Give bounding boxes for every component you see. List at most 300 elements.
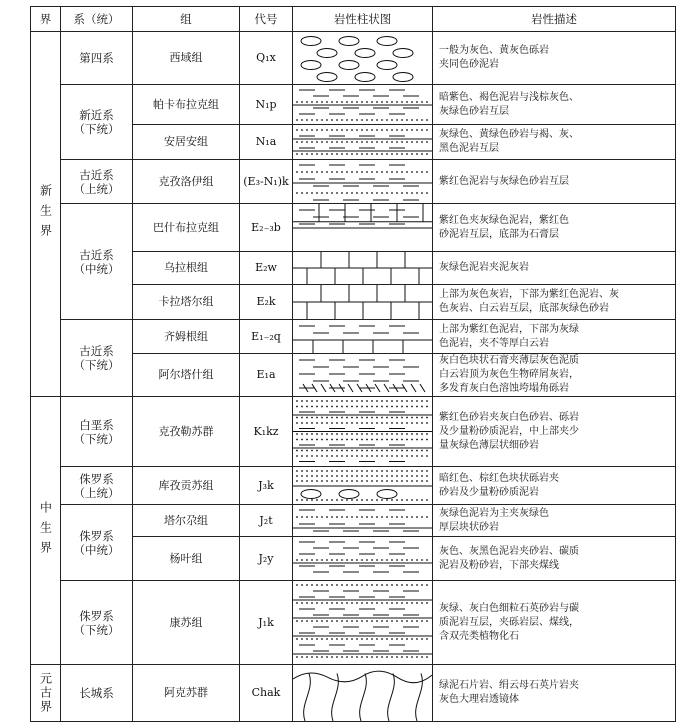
code-cell: (E₃-N₁)k [240, 160, 293, 204]
sand-dot [401, 450, 403, 452]
sand-dot [301, 475, 303, 477]
sand-dot [366, 153, 368, 155]
sand-dot [321, 470, 323, 472]
sand-dot [301, 638, 303, 640]
sand-dot [411, 559, 413, 561]
sand-dot [376, 153, 378, 155]
sand-dot [351, 638, 353, 640]
sand-dot [346, 119, 348, 121]
description-cell: 灰绿色泥岩夹泥灰岩 [433, 252, 676, 285]
sand-dot [316, 422, 318, 424]
sand-dot [296, 171, 298, 173]
sand-dot [406, 480, 408, 482]
gravel-oval [377, 490, 397, 499]
sand-dot [341, 422, 343, 424]
sand-dot [356, 470, 358, 472]
sand-dot [331, 450, 333, 452]
sand-dot [351, 475, 353, 477]
sand-dot [376, 480, 378, 482]
sand-dot [346, 400, 348, 402]
lithology-column [293, 320, 433, 354]
sand-dot [316, 101, 318, 103]
sand-dot [396, 422, 398, 424]
header-row [31, 7, 676, 32]
era-cell [31, 665, 61, 722]
description-cell: 上部为灰色灰岩，下部为紫红色泥岩、灰 色灰岩、白云岩互层，底部灰绿色砂岩 [433, 285, 676, 320]
sand-dot [421, 439, 423, 441]
sand-dot [386, 417, 388, 419]
lithology-column [293, 665, 433, 722]
sand-dot [416, 638, 418, 640]
sand-dot [371, 475, 373, 477]
sand-dot [391, 101, 393, 103]
sand-dot [361, 119, 363, 121]
lithology-column [293, 505, 433, 537]
lithology-column [293, 537, 433, 581]
sand-dot [396, 129, 398, 131]
sand-dot [296, 584, 298, 586]
lithology-pattern [293, 32, 432, 84]
sand-dot [376, 171, 378, 173]
sand-dot [331, 439, 333, 441]
sand-dot [301, 192, 303, 194]
sand-dot [426, 559, 428, 561]
sand-dot [321, 153, 323, 155]
sand-dot [426, 470, 428, 472]
sand-dot [396, 470, 398, 472]
schist-foliation [360, 673, 367, 721]
sand-dot [336, 129, 338, 131]
sand-dot [406, 499, 408, 501]
sand-dot [341, 620, 343, 622]
sand-dot [341, 470, 343, 472]
sand-dot [311, 153, 313, 155]
sand-dot [426, 439, 428, 441]
sand-dot [346, 499, 348, 501]
sand-dot [416, 153, 418, 155]
sand-dot [336, 470, 338, 472]
sand-dot [396, 475, 398, 477]
gravel-oval [377, 61, 397, 70]
gravel-oval [393, 73, 413, 82]
sand-dot [386, 406, 388, 408]
table-row [31, 160, 676, 204]
lithology-column [293, 354, 433, 397]
sand-dot [326, 584, 328, 586]
sand-dot [336, 422, 338, 424]
sand-dot [316, 153, 318, 155]
sand-dot [341, 450, 343, 452]
sand-dot [361, 584, 363, 586]
sand-dot [386, 455, 388, 457]
sand-dot [341, 480, 343, 482]
sand-dot [401, 417, 403, 419]
sand-dot [421, 470, 423, 472]
sand-dot [426, 584, 428, 586]
sand-dot [336, 638, 338, 640]
sand-dot [346, 192, 348, 194]
sand-dot [421, 450, 423, 452]
description-cell: 上部为紫红色泥岩，下部为灰绿 色泥岩，夹不等厚白云岩 [433, 320, 676, 354]
sand-dot [401, 439, 403, 441]
sand-dot [396, 141, 398, 143]
header-description: 岩性描述 [433, 7, 676, 32]
description-cell: 紫红色夹灰绿色泥岩，紫红色 砂泥岩互层，底部为石膏层 [433, 204, 676, 252]
sand-dot [381, 119, 383, 121]
group-cell: 阿克苏群 [133, 665, 240, 722]
sand-dot [401, 422, 403, 424]
sand-dot [401, 602, 403, 604]
sand-dot [336, 101, 338, 103]
sand-dot [426, 406, 428, 408]
sand-dot [331, 516, 333, 518]
sand-dot [411, 470, 413, 472]
sand-dot [356, 119, 358, 121]
sand-dot [301, 433, 303, 435]
code-cell: N₁p [240, 85, 293, 125]
sand-dot [321, 450, 323, 452]
sand-dot [406, 192, 408, 194]
sand-dot [296, 450, 298, 452]
sand-dot [416, 101, 418, 103]
sand-dot [366, 656, 368, 658]
sand-dot [296, 439, 298, 441]
sand-dot [401, 475, 403, 477]
sand-dot [351, 656, 353, 658]
sand-dot [376, 475, 378, 477]
sand-dot [371, 439, 373, 441]
sand-dot [346, 638, 348, 640]
sand-dot [411, 480, 413, 482]
header-group: 组 [133, 7, 240, 32]
sand-dot [376, 141, 378, 143]
sand-dot [321, 417, 323, 419]
sand-dot [401, 656, 403, 658]
sand-dot [401, 101, 403, 103]
sand-dot [351, 559, 353, 561]
sand-dot [386, 470, 388, 472]
sand-dot [346, 101, 348, 103]
sand-dot [401, 119, 403, 121]
sand-dot [321, 455, 323, 457]
sand-dot [361, 171, 363, 173]
sand-dot [391, 602, 393, 604]
sand-dot [411, 129, 413, 131]
sand-dot [411, 119, 413, 121]
sand-dot [326, 480, 328, 482]
table-row [31, 397, 676, 467]
breccia-tick [411, 384, 416, 392]
sand-dot [361, 480, 363, 482]
sand-dot [301, 141, 303, 143]
breccia-tick [348, 384, 353, 392]
sand-dot [391, 171, 393, 173]
sand-dot [341, 638, 343, 640]
lithology-pattern [293, 285, 432, 319]
sand-dot [386, 602, 388, 604]
sand-dot [326, 119, 328, 121]
group-cell: 西域组 [133, 32, 240, 85]
sand-dot [311, 602, 313, 604]
sand-dot [376, 406, 378, 408]
sand-dot [366, 559, 368, 561]
sand-dot [306, 638, 308, 640]
sand-dot [371, 433, 373, 435]
sand-dot [316, 439, 318, 441]
code-cell: J₂y [240, 537, 293, 581]
sand-dot [331, 638, 333, 640]
sand-dot [386, 171, 388, 173]
sand-dot [351, 455, 353, 457]
sand-dot [381, 422, 383, 424]
table-row [31, 85, 676, 125]
sand-dot [381, 455, 383, 457]
sand-dot [361, 129, 363, 131]
group-cell: 库孜贡苏组 [133, 467, 240, 505]
sand-dot [356, 400, 358, 402]
sand-dot [346, 450, 348, 452]
group-cell: 安居安组 [133, 125, 240, 160]
sand-dot [331, 417, 333, 419]
sand-dot [371, 417, 373, 419]
sand-dot [301, 450, 303, 452]
sand-dot [326, 559, 328, 561]
sand-dot [296, 422, 298, 424]
sand-dot [331, 400, 333, 402]
sand-dot [316, 620, 318, 622]
lithology-column [293, 160, 433, 204]
sand-dot [361, 141, 363, 143]
sand-dot [366, 470, 368, 472]
sand-dot [391, 638, 393, 640]
sand-dot [316, 417, 318, 419]
sand-dot [396, 171, 398, 173]
sand-dot [361, 516, 363, 518]
sand-dot [376, 450, 378, 452]
sand-dot [356, 656, 358, 658]
sand-dot [401, 455, 403, 457]
sand-dot [421, 516, 423, 518]
sand-dot [421, 620, 423, 622]
sand-dot [381, 439, 383, 441]
lithology-pattern [293, 204, 432, 251]
sand-dot [366, 475, 368, 477]
sand-dot [416, 406, 418, 408]
sand-dot [366, 516, 368, 518]
sand-dot [356, 171, 358, 173]
sand-dot [406, 171, 408, 173]
sand-dot [336, 656, 338, 658]
sand-dot [361, 602, 363, 604]
sand-dot [426, 129, 428, 131]
sand-dot [421, 584, 423, 586]
sand-dot [321, 192, 323, 194]
sand-dot [306, 480, 308, 482]
sand-dot [351, 119, 353, 121]
sand-dot [411, 153, 413, 155]
sand-dot [306, 153, 308, 155]
header-code: 代号 [240, 7, 293, 32]
sand-dot [301, 171, 303, 173]
gravel-oval [339, 37, 359, 46]
sand-dot [341, 656, 343, 658]
sand-dot [346, 559, 348, 561]
sand-dot [416, 656, 418, 658]
sand-dot [401, 620, 403, 622]
lithology-pattern [293, 354, 432, 396]
sand-dot [396, 620, 398, 622]
sand-dot [326, 192, 328, 194]
sand-dot [326, 433, 328, 435]
sand-dot [341, 153, 343, 155]
sand-dot [421, 480, 423, 482]
sand-dot [316, 400, 318, 402]
sand-dot [306, 450, 308, 452]
sand-dot [336, 141, 338, 143]
code-cell: Chak [240, 665, 293, 722]
sand-dot [331, 119, 333, 121]
sand-dot [336, 417, 338, 419]
sand-dot [416, 480, 418, 482]
sand-dot [361, 620, 363, 622]
group-cell: 克孜勒苏群 [133, 397, 240, 467]
sand-dot [321, 439, 323, 441]
sand-dot [396, 455, 398, 457]
sand-dot [376, 417, 378, 419]
sand-dot [306, 470, 308, 472]
sand-dot [361, 433, 363, 435]
description-cell: 灰绿色泥岩为主夹灰绿色 厚层块状砂岩 [433, 505, 676, 537]
lithology-pattern [293, 467, 432, 504]
sand-dot [331, 475, 333, 477]
sand-dot [296, 602, 298, 604]
sand-dot [326, 602, 328, 604]
sand-dot [381, 516, 383, 518]
sand-dot [321, 638, 323, 640]
sand-dot [416, 119, 418, 121]
sand-dot [396, 433, 398, 435]
sand-dot [406, 656, 408, 658]
sand-dot [316, 516, 318, 518]
sand-dot [351, 470, 353, 472]
sand-dot [326, 499, 328, 501]
sand-dot [416, 499, 418, 501]
sand-dot [371, 470, 373, 472]
sand-dot [326, 620, 328, 622]
sand-dot [346, 620, 348, 622]
sand-dot [426, 455, 428, 457]
sand-dot [346, 602, 348, 604]
sand-dot [421, 406, 423, 408]
sand-dot [301, 101, 303, 103]
gravel-oval [377, 37, 397, 46]
sand-dot [381, 584, 383, 586]
lithology-column [293, 285, 433, 320]
sand-dot [321, 422, 323, 424]
schist-foliation [388, 673, 395, 721]
sand-dot [306, 602, 308, 604]
sand-dot [391, 620, 393, 622]
sand-dot [371, 119, 373, 121]
sand-dot [376, 638, 378, 640]
sand-dot [421, 475, 423, 477]
lithology-pattern [293, 252, 432, 284]
sand-dot [421, 638, 423, 640]
code-cell: Q₁x [240, 32, 293, 85]
lithology-pattern [293, 505, 432, 536]
sand-dot [386, 480, 388, 482]
sand-dot [356, 433, 358, 435]
sand-dot [346, 417, 348, 419]
description-cell: 暗红色、棕红色块状砾岩夹 砂岩及少量粉砂质泥岩 [433, 467, 676, 505]
sand-dot [426, 433, 428, 435]
sand-dot [306, 192, 308, 194]
sand-dot [386, 516, 388, 518]
sand-dot [316, 638, 318, 640]
description-cell: 灰白色块状石膏夹薄层灰色泥质 白云岩顶为灰色生物碎屑灰岩， 多发育灰白色溶蚀垮塌角砾岩 [433, 354, 676, 397]
sand-dot [366, 406, 368, 408]
sand-dot [366, 192, 368, 194]
sand-dot [366, 400, 368, 402]
sand-dot [356, 439, 358, 441]
sand-dot [316, 470, 318, 472]
table-row [31, 581, 676, 665]
sand-dot [331, 480, 333, 482]
gravel-oval [355, 49, 375, 58]
sand-dot [306, 129, 308, 131]
sand-dot [296, 406, 298, 408]
lithology-column [293, 125, 433, 160]
header-column: 岩性柱状图 [293, 7, 433, 32]
sand-dot [331, 499, 333, 501]
sand-dot [366, 433, 368, 435]
sand-dot [316, 141, 318, 143]
sand-dot [371, 620, 373, 622]
sand-dot [336, 433, 338, 435]
sand-dot [421, 417, 423, 419]
code-cell: J₁k [240, 581, 293, 665]
sand-dot [336, 584, 338, 586]
sand-dot [301, 439, 303, 441]
sand-dot [336, 516, 338, 518]
sand-dot [361, 439, 363, 441]
table-row [31, 32, 676, 85]
sand-dot [336, 620, 338, 622]
system-cell: 长城系 [61, 665, 133, 722]
sand-dot [326, 638, 328, 640]
sand-dot [351, 433, 353, 435]
group-cell: 杨叶组 [133, 537, 240, 581]
sand-dot [336, 480, 338, 482]
sand-dot [326, 516, 328, 518]
sand-dot [401, 559, 403, 561]
sand-dot [396, 638, 398, 640]
sand-dot [416, 439, 418, 441]
sand-dot [321, 480, 323, 482]
sand-dot [311, 119, 313, 121]
schist-foliation [416, 673, 423, 721]
description-cell: 绿泥石片岩、绢云母石英片岩夹 灰色大理岩透镜体 [433, 665, 676, 722]
sand-dot [351, 480, 353, 482]
sand-dot [366, 422, 368, 424]
sand-dot [331, 141, 333, 143]
sand-dot [301, 455, 303, 457]
sand-dot [316, 129, 318, 131]
sand-dot [391, 656, 393, 658]
sand-dot [341, 516, 343, 518]
sand-dot [306, 141, 308, 143]
sand-dot [296, 455, 298, 457]
